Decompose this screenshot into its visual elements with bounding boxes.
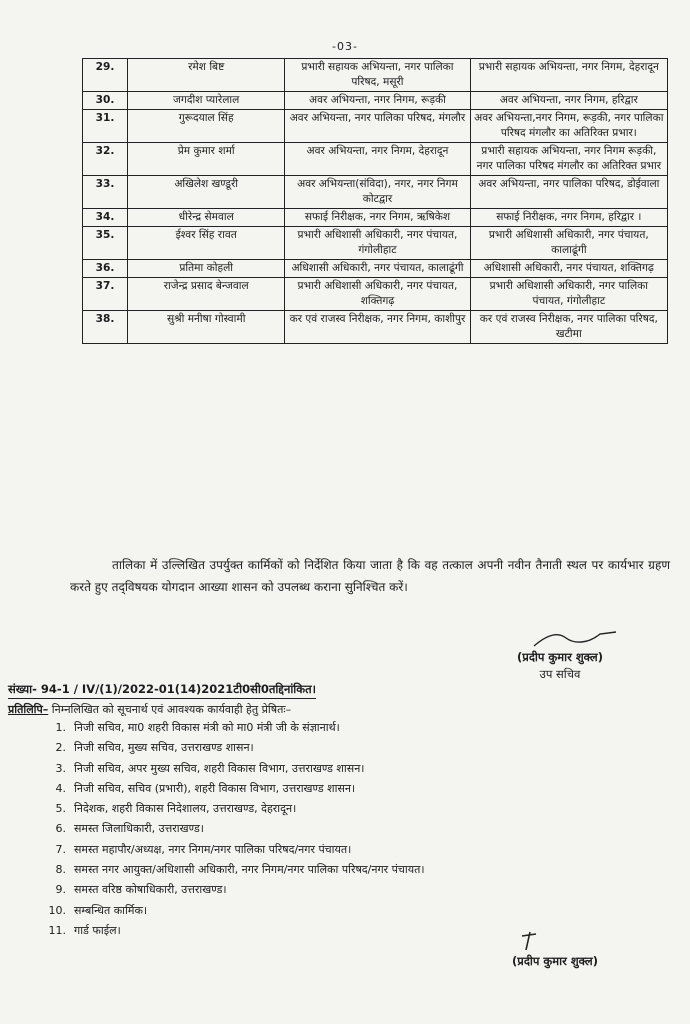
table-row (83, 311, 668, 344)
copy-intro (8, 702, 668, 717)
serial-number: 34. (83, 209, 128, 227)
new-posting: अवर अभियन्ता, नगर पालिका परिषद, डोईवाला (470, 176, 667, 209)
current-posting: प्रभारी सहायक अभियन्ता, नगर पालिका परिषद, मसूरी (285, 59, 470, 92)
list-item (44, 779, 664, 799)
list-item (44, 738, 664, 758)
signatory-name-2: (प्रदीप कुमार शुक्ल) (512, 954, 598, 968)
table-row (83, 92, 668, 110)
signatory-name: (प्रदीप कुमार शुक्ल) (517, 650, 603, 664)
table-row (83, 176, 668, 209)
list-item (44, 840, 664, 860)
table-row (83, 110, 668, 143)
list-item-number: 4. (55, 781, 66, 795)
list-item (44, 860, 664, 880)
serial-number: 29. (83, 59, 128, 92)
list-item-text: निजी सचिव, अपर मुख्य सचिव, शहरी विकास विभाग, उत्तराखण्ड शासन। (74, 761, 365, 775)
list-item (44, 799, 664, 819)
employee-name: सुश्री मनीषा गोस्वामी (128, 311, 285, 344)
new-posting: प्रभारी सहायक अभियन्ता, नगर निगम, देहरादून (470, 59, 667, 92)
serial-number: 36. (83, 260, 128, 278)
serial-number: 37. (83, 278, 128, 311)
list-item-text: निजी सचिव, सचिव (प्रभारी), शहरी विकास विभाग, उत्तराखण्ड शासन। (74, 781, 356, 795)
current-posting: कर एवं राजस्व निरीक्षक, नगर निगम, काशीपुर (285, 311, 470, 344)
signature-block (470, 628, 650, 682)
new-posting: कर एवं राजस्व निरीक्षक, नगर पालिका परिषद, खटीमा (470, 311, 667, 344)
new-posting: प्रभारी सहायक अभियन्ता, नगर निगम रूड़की, नगर पालिका परिषद मंगलौर का अतिरिक्त प्रभार (470, 143, 667, 176)
new-posting: प्रभारी अधिशासी अधिकारी, नगर पंचायत, कालाढूंगी (470, 227, 667, 260)
list-item-text: समस्त महापौर/अध्यक्ष, नगर निगम/नगर पालिका परिषद/नगर पंचायत। (74, 842, 352, 856)
list-item (44, 718, 664, 738)
table-row (83, 227, 668, 260)
current-posting: प्रभारी अधिशासी अधिकारी, नगर पंचायत, गंगोलीहाट (285, 227, 470, 260)
current-posting: अधिशासी अधिकारी, नगर पंचायत, कालाढूंगी (285, 260, 470, 278)
list-item-text: समस्त जिलाधिकारी, उत्तराखण्ड। (74, 822, 204, 836)
table-row (83, 278, 668, 311)
list-item-number: 7. (55, 842, 66, 856)
employee-name: धीरेन्द्र सेमवाल (128, 209, 285, 227)
table-row (83, 209, 668, 227)
list-item-number: 1. (55, 721, 66, 734)
reference-number: संख्या- 94-1 / IV/(1)/2022-01(14)2021टी0सी0तद्दिनांकित। (8, 682, 316, 699)
list-item-number: 11. (48, 923, 66, 937)
list-item-text: गार्ड फाईल। (74, 923, 121, 937)
current-posting: सफाई निरीक्षक, नगर निगम, ऋषिकेश (285, 209, 470, 227)
current-posting: अवर अभियन्ता, नगर निगम, देहरादून (285, 143, 470, 176)
serial-number: 31. (83, 110, 128, 143)
transfer-table (82, 58, 668, 344)
list-item-text: समस्त नगर आयुक्त/अधिशासी अधिकारी, नगर निगम/नगर पालिका परिषद/नगर पंचायत। (74, 863, 425, 877)
serial-number: 32. (83, 143, 128, 176)
list-item (44, 880, 664, 900)
employee-name: ईश्वर सिंह रावत (128, 227, 285, 260)
list-item-number: 8. (55, 863, 66, 877)
list-item-number: 10. (48, 903, 66, 917)
page-number: -03- (332, 40, 358, 53)
current-posting: अवर अभियन्ता, नगर पालिका परिषद, मंगलौर (285, 110, 470, 143)
current-posting: अवर अभियन्ता(संविदा), नगर, नगर निगम कोटद्वार (285, 176, 470, 209)
signatory-designation: उप सचिव (539, 667, 581, 681)
new-posting: सफाई निरीक्षक, नगर निगम, हरिद्वार । (470, 209, 667, 227)
new-posting: अवर अभियन्ता, नगर निगम, हरिद्वार (470, 92, 667, 110)
employee-name: राजेन्द्र प्रसाद बेन्जवाल (128, 278, 285, 311)
table-row (83, 59, 668, 92)
current-posting: अवर अभियन्ता, नगर निगम, रूड़की (285, 92, 470, 110)
signature-initial (510, 928, 550, 954)
list-item-number: 9. (55, 883, 66, 897)
serial-number: 33. (83, 176, 128, 209)
employee-name: रमेश बिष्ट (128, 59, 285, 92)
signature-scribble (530, 628, 620, 650)
copy-intro-text: निम्नलिखित को सूचनार्थ एवं आवश्यक कार्यवाही हेतु प्रेषितः– (48, 703, 292, 716)
list-item-text: निदेशक, शहरी विकास निदेशालय, उत्तराखण्ड, देहरादून। (74, 802, 297, 816)
list-item (44, 759, 664, 779)
list-item-text: सम्बन्धित कार्मिक। (74, 903, 148, 917)
signature-block-2 (470, 928, 640, 969)
employee-name: प्रेम कुमार शर्मा (128, 143, 285, 176)
list-item-number: 2. (55, 741, 66, 755)
serial-number: 30. (83, 92, 128, 110)
list-item-text: निजी सचिव, मा0 शहरी विकास मंत्री को मा0 मंत्री जी के संज्ञानार्थ। (74, 721, 340, 734)
list-item-number: 5. (55, 802, 66, 816)
list-item-text: समस्त वरिष्ठ कोषाधिकारी, उत्तराखण्ड। (74, 883, 227, 897)
serial-number: 38. (83, 311, 128, 344)
employee-name: जगदीश प्यारेलाल (128, 92, 285, 110)
list-item-number: 3. (55, 761, 66, 775)
list-item-number: 6. (55, 822, 66, 836)
new-posting: प्रभारी अधिशासी अधिकारी, नगर पालिका पंचायत, गंगोलीहाट (470, 278, 667, 311)
instruction-paragraph: तालिका में उल्लिखित उपर्युक्त कार्मिकों को निर्देशित किया जाता है कि वह तत्काल अपनी नवीन तैनाती स्थल पर कार्यभार ग्रहण करते हुए तद्‌विषयक योगदान आख्या शासन को उपलब्ध कराना सुनिश्चित करें। (70, 558, 670, 594)
table-row (83, 260, 668, 278)
employee-name: गुरूदयाल सिंह (128, 110, 285, 143)
copy-recipient-list (44, 718, 664, 941)
copy-label: प्रतिलिपि– (8, 703, 49, 716)
new-posting: अधिशासी अधिकारी, नगर पंचायत, शक्तिगढ़ (470, 260, 667, 278)
employee-name: प्रतिमा कोहली (128, 260, 285, 278)
table-row (83, 143, 668, 176)
employee-name: अखिलेश खण्डूरी (128, 176, 285, 209)
list-item (44, 901, 664, 921)
current-posting: प्रभारी अधिशासी अधिकारी, नगर पंचायत, शक्तिगढ़ (285, 278, 470, 311)
list-item-text: निजी सचिव, मुख्य सचिव, उत्तराखण्ड शासन। (74, 741, 254, 755)
list-item (44, 819, 664, 839)
serial-number: 35. (83, 227, 128, 260)
new-posting: अवर अभियन्ता,नगर निगम, रूड़की, नगर पालिका परिषद मंगलौर का अतिरिक्त प्रभार। (470, 110, 667, 143)
